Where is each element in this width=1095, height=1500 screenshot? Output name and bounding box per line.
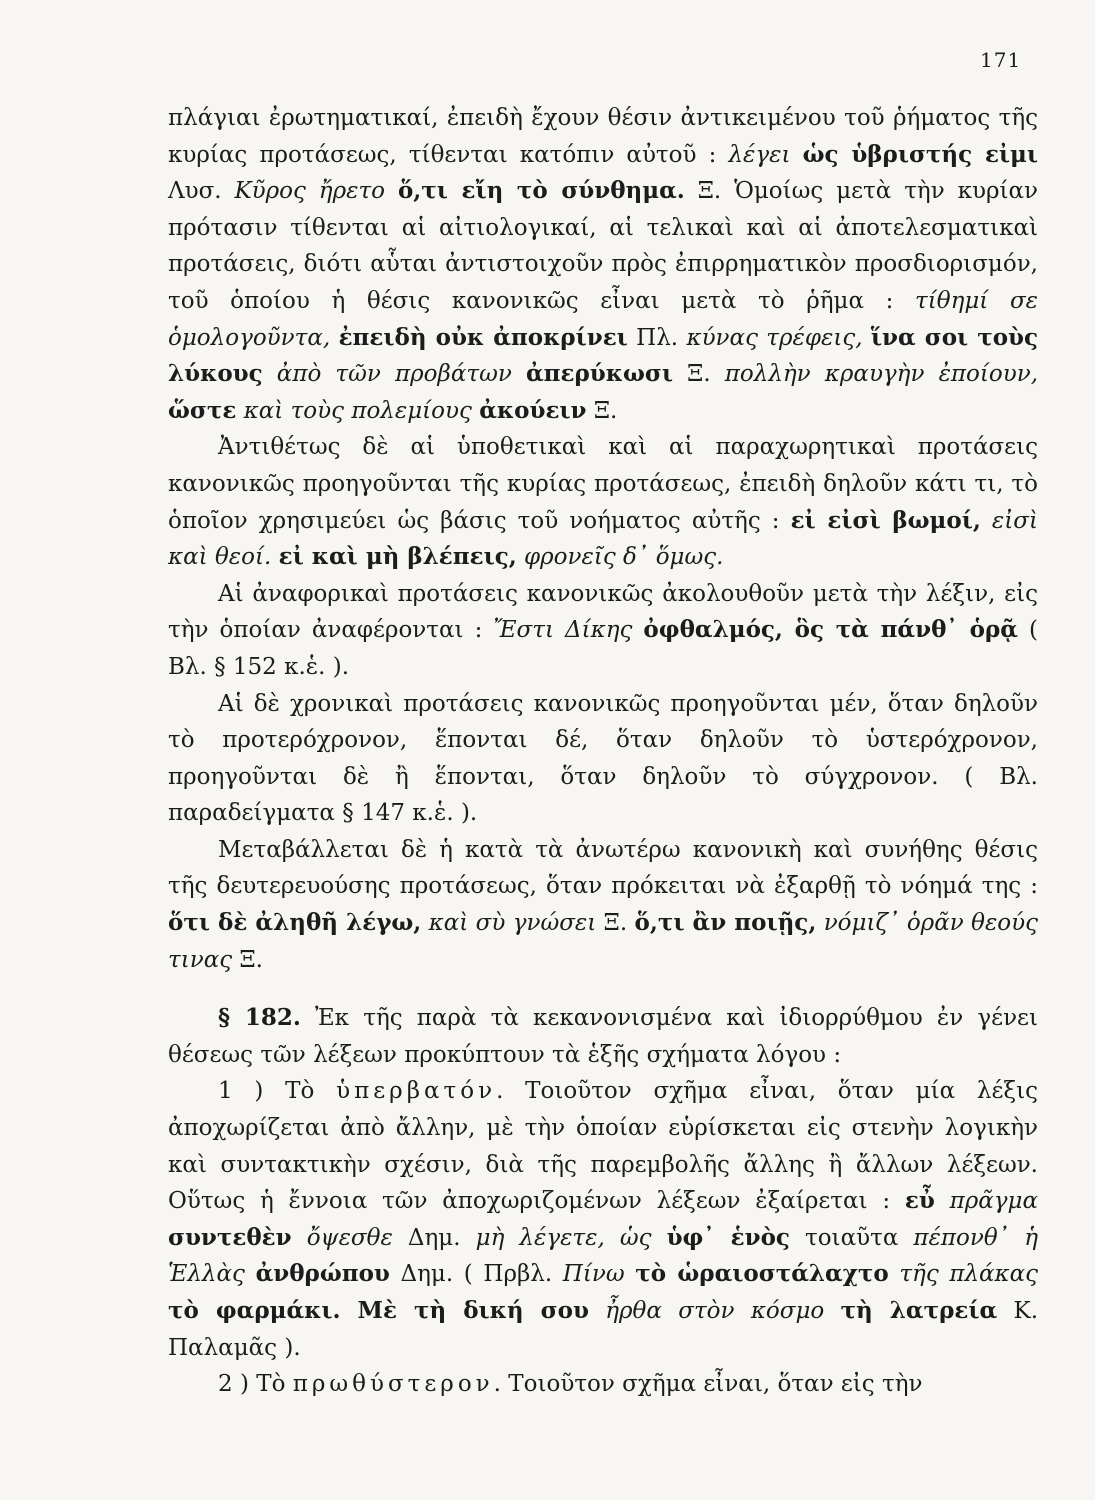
term-hysteron-proteron: πρωθύστερον (292, 1371, 494, 1398)
paragraph-3: Αἱ ἀναφορικαὶ προτάσεις κανονικῶς ἀκολουθοῦν μετὰ τὴν λέξιν, εἰς τὴν ὁποίαν ἀναφέρονται : Ἔστι Δίκης ὀφθαλμός, ὃς τὰ πάνθ᾽ ὁρᾷ ( Βλ. § 152 κ.ἑ. ). (168, 580, 1038, 680)
section-182: § 182. Ἐκ τῆς παρὰ τὰ κεκανονισμένα καὶ ἰδιορρύθμου ἐν γένει θέσεως τῶν λέξεων προκύπτουν τὰ ἑξῆς σχήματα λόγου : (168, 1004, 1038, 1068)
term-hyperbaton: ὑπερβατόν (336, 1078, 497, 1105)
paragraph-5: Μεταβάλλεται δὲ ἡ κατὰ τὰ ἀνωτέρω κανονικὴ καὶ συνήθης θέσις τῆς δευτερευούσης προτάσεως, ὅταν πρόκειται νὰ ἐξαρθῇ τὸ νόημά της : ὅτι δὲ ἀληθῆ λέγω, καὶ σὺ γνώσει Ξ. ὅ,τι ἂν ποιῇς, νόμιζ᾽ ὁρᾶν θεούς τινας Ξ. (168, 836, 1038, 973)
paragraph-4: Αἱ δὲ χρονικαὶ προτάσεις κανονικῶς προηγοῦνται μέν, ὅταν δηλοῦν τὸ προτερόχρονον, ἕπονται δέ, ὅταν δηλοῦν τὸ ὑστερόχρονον, προηγοῦνται δὲ ἢ ἕπονται, ὅταν δηλοῦν τὸ σύγχρονον. ( Βλ. παραδείγματα § 147 κ.ἑ. ). (168, 690, 1038, 827)
paragraph-1: πλάγιαι ἐρωτηματικαί, ἐπειδὴ ἔχουν θέσιν ἀντικειμένου τοῦ ῥήματος τῆς κυρίας προτάσεως, τίθενται κατόπιν αὐτοῦ : λέγει ὡς ὑβριστής εἰμι Λυσ. Κῦρος ἤρετο ὅ,τι εἴη τὸ σύνθημα. Ξ. Ὁμοίως μετὰ τὴν κυρίαν πρότασιν τίθενται αἱ αἰτιολογικαί, αἱ τελικαὶ καὶ αἱ ἀποτελεσματικαὶ προτάσεις, διότι αὗται ἀντιστοιχοῦν πρὸς ἐπιρρηματικὸν προσδιορισμόν, τοῦ ὁποίου ἡ θέσις κανονικῶς εἶναι μετὰ τὸ ῥῆμα : τίθημί σε ὁμολογοῦντα, ἐπειδὴ οὐκ ἀποκρίνει Πλ. κύνας τρέφεις, ἵνα σοι τοὺς λύκους ἀπὸ τῶν προβάτων ἀπερύκωσι Ξ. πολλὴν κραυγὴν ἐποίουν, ὥστε καὶ τοὺς πολεμίους ἀκούειν Ξ. (168, 105, 1039, 424)
hysteron-proteron-paragraph: 2 ) Τὸ πρωθύστερον. Τοιοῦτον σχῆμα εἶναι, ὅταν εἰς τὴν (218, 1371, 923, 1398)
page-number: 171 (980, 48, 1022, 72)
section-number: § 182. (218, 1004, 301, 1032)
hyperbaton-paragraph: 1 ) Τὸ ὑπερβατόν. Τοιοῦτον σχῆμα εἶναι, ὅταν μία λέξις ἀποχωρίζεται ἀπὸ ἄλλην, μὲ τὴν ὁποίαν εὑρίσκεται εἰς στενὴν λογικὴν καὶ συντακτικὴν σχέσιν, διὰ τῆς παρεμβολῆς ἄλλης ἢ ἄλλων λέξεων. Οὕτως ἡ ἔννοια τῶν ἀποχωριζομένων λέξεων ἐξαίρεται : εὖ πρᾶγμα συντεθὲν ὄψεσθε Δημ. μὴ λέγετε, ὡς ὑφ᾽ ἑνὸς τοιαῦτα πέπονθ᾽ ἡ Ἑλλὰς ἀνθρώπου Δημ. ( Πρβλ. Πίνω τὸ ὡραιοστάλαχτο τῆς πλάκας τὸ φαρμάκι. Μὲ τὴ δική σου ἦρθα στὸν κόσμο τὴ λατρεία Κ. Παλαμᾶς ). (168, 1078, 1039, 1361)
page-body (168, 100, 1038, 1403)
paragraph-2: Ἀντιθέτως δὲ αἱ ὑποθετικαὶ καὶ αἱ παραχωρητικαὶ προτάσεις κανονικῶς προηγοῦνται τῆς κυρίας προτάσεως, ἐπειδὴ δηλοῦν κάτι τι, τὸ ὁποῖον χρησιμεύει ὡς βάσις τοῦ νοήματος αὐτῆς : εἰ εἰσὶ βωμοί, εἰσὶ καὶ θεοί. εἰ καὶ μὴ βλέπεις, φρονεῖς δ᾽ ὅμως. (168, 434, 1038, 571)
